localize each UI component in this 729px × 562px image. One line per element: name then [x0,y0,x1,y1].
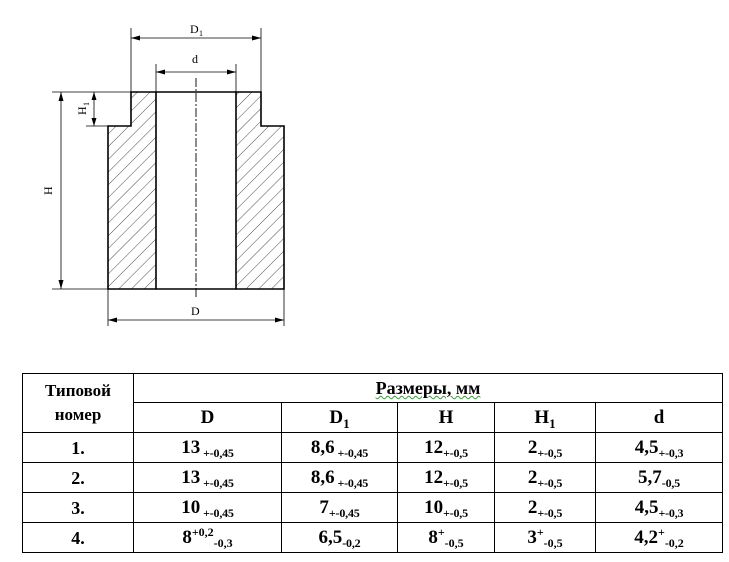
tolerance: -0,2 [342,536,361,550]
col-d-value-cell [596,433,723,463]
tolerance-lower: -0,3 [213,536,233,550]
col-H1-header [495,403,596,433]
dimension-H1 [75,92,131,126]
col-D-header-main: D [200,407,215,428]
col-d-value-cell [596,493,723,523]
value-main: 6,5 [318,527,343,548]
dimension-H [41,92,108,289]
col-H1-header-main: H [534,407,550,428]
value-main: 12 [424,437,444,458]
col-D1-value-cell [282,493,398,523]
value-main: 8,6 [310,467,335,488]
table-row [23,433,723,463]
tolerance-lower: -0,5 [444,536,464,550]
tolerance: +-0,5 [537,446,563,460]
label-H1: H [75,106,89,115]
tolerance: +-0,5 [537,476,563,490]
col-D1-header-main: D [329,407,344,428]
label-H1-sub: 1 [82,102,91,106]
value-main: 2 [527,497,538,518]
value-main: 2 [527,467,538,488]
label-D1-sub: 1 [199,29,203,38]
label-d: d [192,52,198,66]
tolerance: +-0,3 [658,506,684,520]
value-main: 12 [424,467,444,488]
tolerance: +-0,45 [334,476,369,490]
col-D-value-cell [134,493,282,523]
col-D1-header [282,403,398,433]
col-D-value-cell [134,463,282,493]
value-main: 4,2 [634,527,658,548]
type-number-cell: 3. [23,493,134,523]
tolerance: -0,5 [661,476,680,490]
col-D-value-cell [134,523,282,553]
value-main: 3 [527,527,537,548]
tolerance: +-0,45 [334,446,369,460]
value-main: 5,7 [638,467,662,488]
label-D1: D [190,22,199,36]
table-row [23,463,723,493]
type-number-cell: 1. [23,433,134,463]
col-D1-value-cell [282,463,398,493]
type-header-line2: номер [54,405,102,424]
value-main: 8 [428,527,438,548]
table-row [23,493,723,523]
col-H-header [398,403,495,433]
col-H-value-cell [398,433,495,463]
type-number-cell: 4. [23,523,134,553]
tolerance-lower: -0,2 [664,536,684,550]
col-D1-value-cell [282,523,398,553]
col-d-header [596,403,723,433]
value-main: 8,6 [310,437,335,458]
tolerance-upper: + [657,525,665,539]
dimensions-header-text: Размеры, мм [375,378,481,398]
type-number-cell: 2. [23,463,134,493]
col-H-value-cell [398,523,495,553]
value-main: 10 [424,497,444,518]
tolerance: +-0,5 [443,506,468,520]
col-H-header-main: H [438,407,454,428]
col-H-value-cell [398,463,495,493]
col-H1-value-cell [495,493,596,523]
tolerance: +-0,5 [443,476,468,490]
col-H1-value-cell [495,463,596,493]
col-H-value-cell [398,493,495,523]
col-d-value-cell [596,463,723,493]
tolerance: +-0,5 [443,446,468,460]
value-main: 13 [181,467,201,488]
tolerance: +-0,3 [658,446,684,460]
col-D1-value-cell [282,433,398,463]
tolerance: +-0,45 [200,446,234,460]
tolerance: +-0,45 [200,506,234,520]
value-main: 7 [319,497,329,518]
value-main: 8 [182,527,192,548]
tolerance-upper: +0,2 [191,525,214,539]
tolerance-upper: + [536,525,544,539]
tolerance-lower: -0,5 [543,536,563,550]
col-D-header [134,403,282,433]
col-D-value-cell [134,433,282,463]
tolerance: +-0,5 [537,506,563,520]
value-main: 4,5 [634,497,659,518]
right-wall-section [236,92,284,289]
dimensions-group-header [134,374,723,403]
dimensions-table [22,373,723,553]
tolerance: +-0,45 [328,506,360,520]
col-H1-value-cell [495,523,596,553]
tolerance-upper: + [437,525,445,539]
col-d-header-main: d [653,407,665,428]
col-d-value-cell [596,523,723,553]
value-main: 2 [527,437,538,458]
table-row [23,523,723,553]
table-body [23,433,723,553]
tolerance: +-0,45 [200,476,234,490]
value-main: 4,5 [634,437,659,458]
type-number-header [23,374,134,433]
col-D1-header-sub: 1 [343,416,350,431]
value-main: 10 [181,497,201,518]
value-main: 13 [181,437,201,458]
col-H1-header-sub: 1 [549,416,556,431]
type-header-line1: Типовой [45,381,111,400]
left-wall-section [108,92,156,289]
col-H1-value-cell [495,433,596,463]
label-D: D [191,304,200,318]
label-H: H [41,186,55,195]
